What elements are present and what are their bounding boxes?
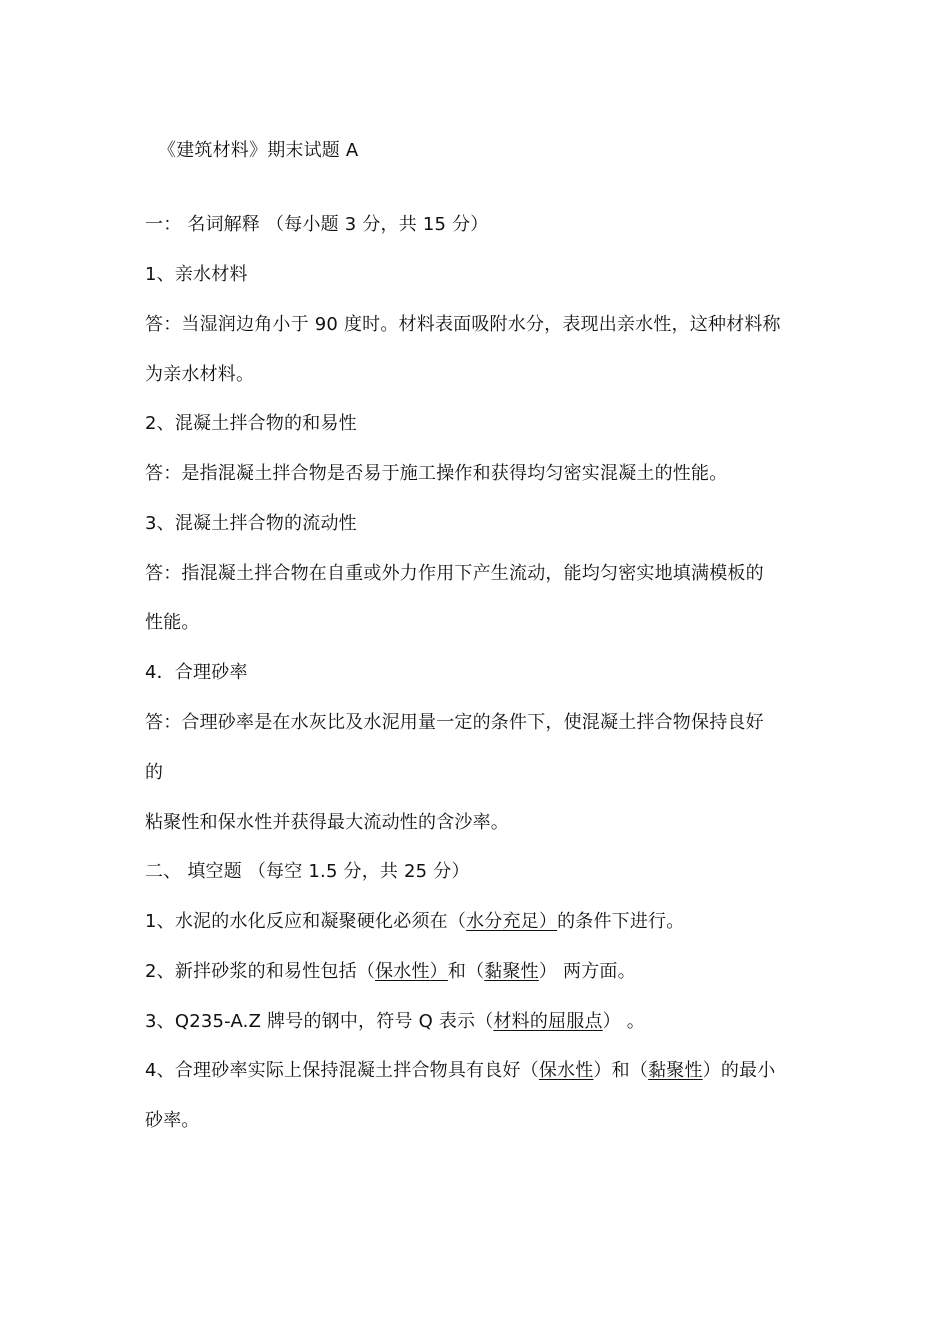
answer-3-line-1: 答：指混凝土拌合物在自重或外力作用下产生流动，能均匀密实地填满模板的 [145, 563, 764, 584]
fill-blank-4-post: ）的最小 [702, 1060, 776, 1081]
fill-blank-3-post: ） 。 [602, 1011, 645, 1032]
question-3: 3、混凝土拌合物的流动性 [145, 513, 357, 534]
fill-blank-1-post: 的条件下进行。 [557, 911, 685, 932]
fill-blank-2-post: ） 两方面。 [538, 961, 636, 982]
answer-2: 答：是指混凝土拌合物是否易于施工操作和获得均匀密实混凝土的性能。 [145, 463, 728, 484]
answer-3-line-2: 性能。 [145, 612, 200, 633]
answer-4-line-1: 答：合理砂率是在水灰比及水泥用量一定的条件下，使混凝土拌合物保持良好 [145, 712, 764, 733]
fill-blank-4-answer-1: 保水性 [538, 1060, 594, 1081]
answer-4-line-2: 的 [145, 762, 164, 783]
fill-blank-1-answer: 水分充足） [466, 911, 558, 932]
fill-blank-2-answer-2: 黏聚性 [484, 961, 539, 982]
fill-blank-2 [145, 960, 825, 984]
document-title: 《建筑材料》期末试题 A [158, 140, 359, 161]
fill-blank-1-pre: 1、水泥的水化反应和凝聚硬化必须在（ [145, 911, 467, 932]
section-heading-fill-blanks: 二、 填空题 （每空 1.5 分，共 25 分） [145, 861, 470, 882]
answer-1-line-2: 为亲水材料。 [145, 364, 255, 385]
fill-blank-2-pre: 2、新拌砂浆的和易性包括（ [145, 961, 376, 982]
fill-blank-4-answer-2: 黏聚性 [648, 1060, 703, 1081]
fill-blank-2-mid: 和（ [447, 961, 485, 982]
question-4: 4．合理砂率 [145, 662, 248, 683]
fill-blank-2-answer-1: 保水性） [375, 961, 448, 982]
fill-blank-4 [145, 1059, 825, 1083]
fill-blank-3 [145, 1010, 825, 1034]
question-2: 2、混凝土拌合物的和易性 [145, 413, 357, 434]
fill-blank-4-line-2: 砂率。 [145, 1110, 200, 1131]
fill-blank-1 [145, 910, 825, 934]
fill-blank-4-pre: 4、合理砂率实际上保持混凝土拌合物具有良好（ [145, 1060, 539, 1081]
question-1: 1、亲水材料 [145, 264, 248, 285]
answer-1-line-1: 答：当湿润边角小于 90 度时。材料表面吸附水分，表现出亲水性，这种材料称 [145, 314, 781, 335]
fill-blank-3-pre: 3、Q235-A.Z 牌号的钢中，符号 Q 表示（ [145, 1011, 494, 1032]
section-heading-definitions: 一： 名词解释 （每小题 3 分，共 15 分） [145, 214, 489, 235]
answer-4-line-3: 粘聚性和保水性并获得最大流动性的含沙率。 [145, 812, 509, 833]
fill-blank-4-mid: ）和（ [593, 1060, 649, 1081]
fill-blank-3-answer: 材料的屈服点 [493, 1011, 603, 1032]
